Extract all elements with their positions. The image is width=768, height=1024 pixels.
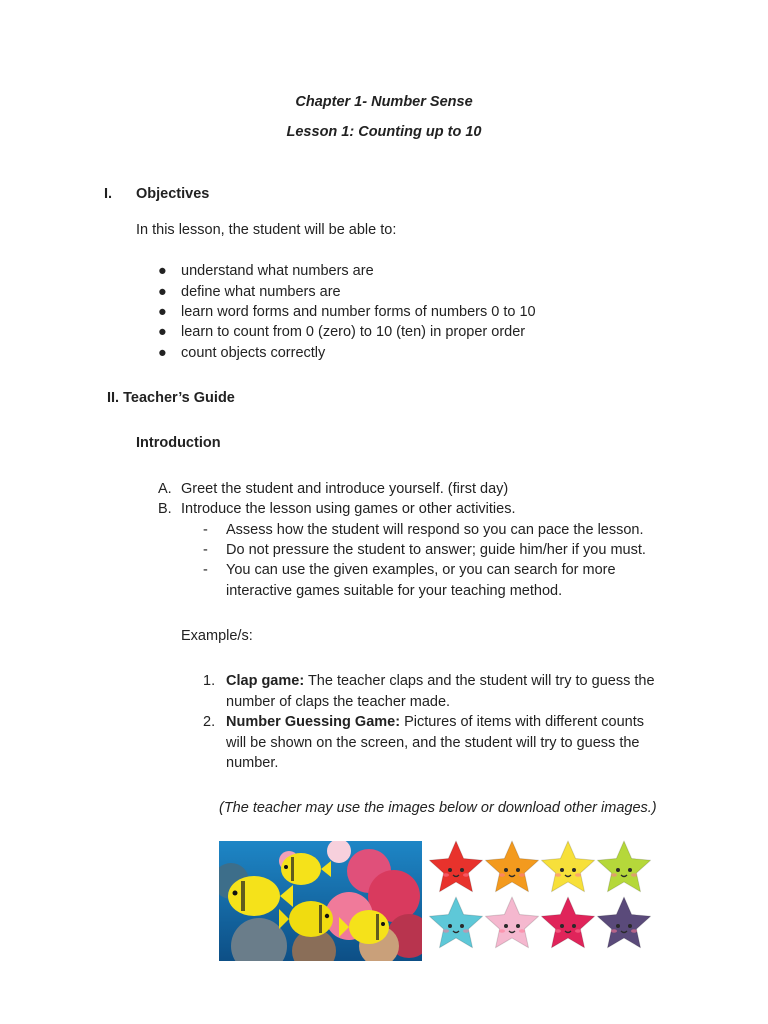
fish-photo <box>219 841 422 961</box>
star-icon <box>429 841 482 892</box>
star-icon <box>597 897 650 948</box>
example-title: Clap game: <box>226 673 305 689</box>
star-icon <box>597 841 650 892</box>
example-title: Number Guessing Game: <box>226 714 401 730</box>
images-note: (The teacher may use the images below or download other images.) <box>219 800 657 816</box>
list-item-continued: number of claps the teacher made. <box>226 694 451 710</box>
list-item-continued: number. <box>226 755 279 771</box>
star-icon <box>541 841 594 892</box>
lesson-title: Lesson 1: Counting up to 10 <box>286 124 482 140</box>
teachers-guide-heading: II. Teacher’s Guide <box>107 390 235 406</box>
chapter-title: Chapter 1- Number Sense <box>295 94 473 110</box>
objectives-intro: In this lesson, the student will be able to: <box>136 222 397 238</box>
objectives-heading: Objectives <box>136 186 210 202</box>
introduction-heading: Introduction <box>136 435 221 451</box>
section-numeral: I. <box>104 186 113 202</box>
stars-grid <box>428 838 658 956</box>
star-icon <box>429 897 482 948</box>
star-icon <box>485 841 538 892</box>
fish-illustration <box>219 841 422 961</box>
examples-label: Example/s: <box>181 628 253 644</box>
list-item-continued: will be shown on the screen, and the student will try to guess the <box>226 735 640 751</box>
star-icon <box>485 897 538 948</box>
stars-illustration <box>428 838 658 956</box>
star-icon <box>541 897 594 948</box>
list-item-continued: interactive games suitable for your teaching method. <box>226 583 563 599</box>
